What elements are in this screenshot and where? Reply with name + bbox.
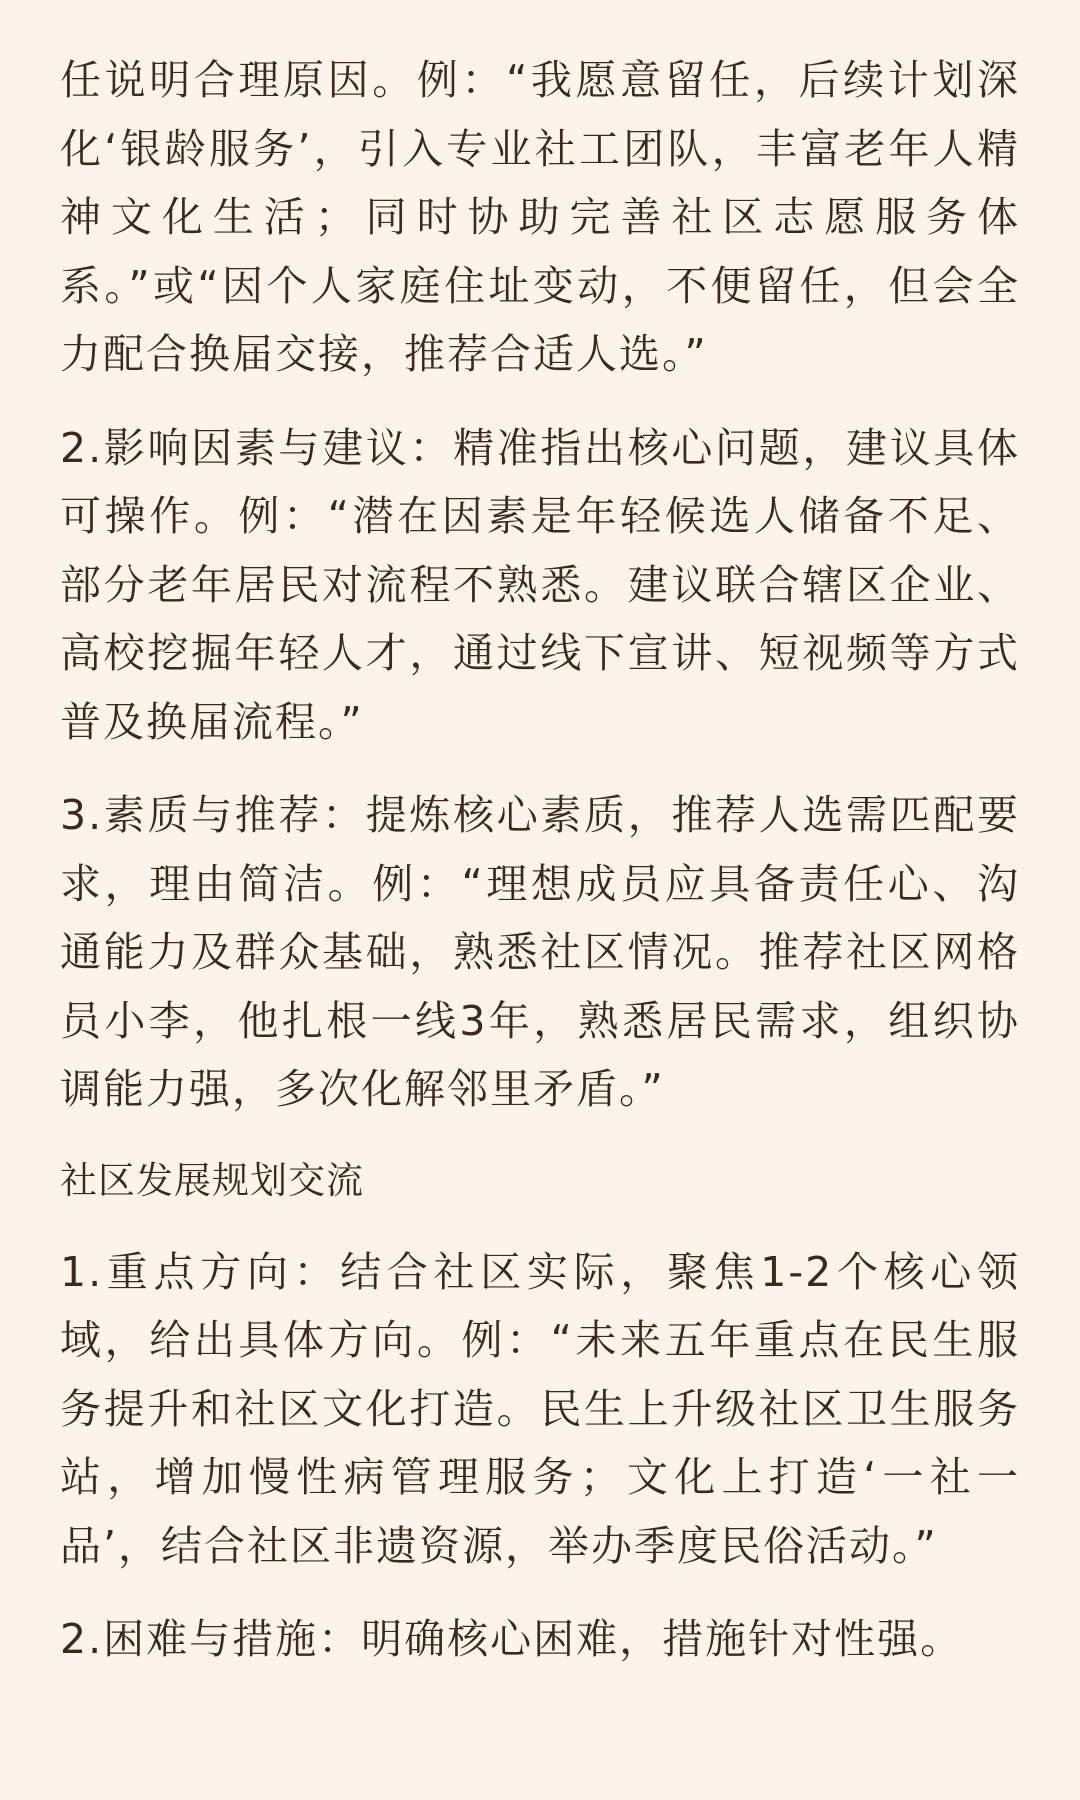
paragraph-qualities-recommendation: 3.素质与推荐：提炼核心素质，推荐人选需匹配要求，理由简洁。例：“理想成员应具备责任心、沟通能力及群众基础，熟悉社区情况。推荐社区网格员小李，他扎根一线3年，熟悉居民需求，组织协调能力强，多次化解邻里矛盾。” — [60, 791, 1020, 1113]
paragraph-difficulties-measures: 2.困难与措施：明确核心困难，措施针对性强。 — [60, 1615, 964, 1663]
paragraph-continuation: 任说明合理原因。例：“我愿意留任，后续计划深化‘银龄服务’，引入专业社工团队，丰富老年人精神文化生活；同时协助完善社区志愿服务体系。”或“因个人家庭住址变动，不便留任，但会全力配合换届交接，推荐合适人选。” — [60, 56, 1020, 378]
section-heading: 社区发展规划交流 — [60, 1158, 364, 1202]
paragraph-key-directions: 1.重点方向：结合社区实际，聚焦1-2个核心领域，给出具体方向。例：“未来五年重点在民生服务提升和社区文化打造。民生上升级社区卫生服务站，增加慢性病管理服务；文化上打造‘一社一品’，结合社区非遗资源，举办季度民俗活动。” — [60, 1247, 1020, 1570]
paragraph-factors-suggestions: 2.影响因素与建议：精准指出核心问题，建议具体可操作。例：“潜在因素是年轻候选人储备不足、部分老年居民对流程不熟悉。建议联合辖区企业、高校挖掘年轻人才，通过线下宣讲、短视频等方式普及换届流程。” — [60, 423, 1020, 746]
